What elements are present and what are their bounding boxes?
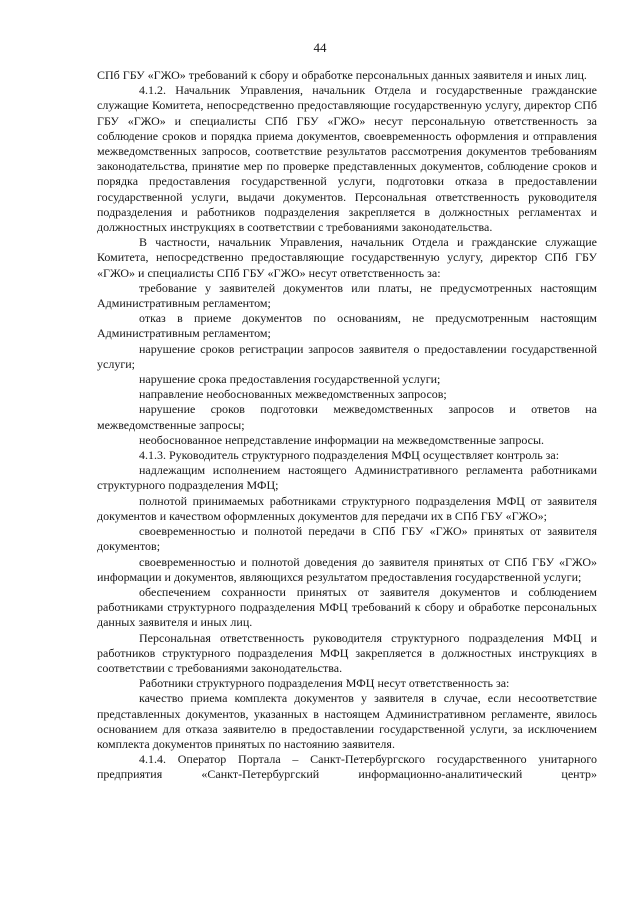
paragraph: 4.1.4. Оператор Портала – Санкт-Петербургского государственного унитарного предприятия «Санкт-Петербургский информационно-аналитический центр» — [97, 752, 597, 782]
paragraph: своевременностью и полнотой доведения до заявителя принятых от СПб ГБУ «ГЖО» информации и документов, являющихся результатом предоставления государственной услуги; — [97, 554, 597, 584]
paragraph: своевременностью и полнотой передачи в СПб ГБУ «ГЖО» принятых от заявителя документов; — [97, 524, 597, 554]
paragraph: отказ в приеме документов по основаниям, не предусмотренным настоящим Административным регламентом; — [97, 311, 597, 341]
paragraph: нарушение сроков подготовки межведомственных запросов и ответов на межведомственные запросы; — [97, 402, 597, 432]
paragraph: Работники структурного подразделения МФЦ несут ответственность за: — [139, 676, 510, 691]
paragraph: обеспечением сохранности принятых от заявителя документов и соблюдением работниками структурного подразделения МФЦ требований к сбору и обработке персональных данных заявителя и иных лиц. — [97, 584, 597, 630]
paragraph: Персональная ответственность руководителя структурного подразделения МФЦ и работников структурного подразделения МФЦ закрепляется в должностных инструкциях в соответствии с требованиями законодательства. — [97, 630, 597, 675]
paragraph: нарушение сроков регистрации запросов заявителя о предоставлении государственной услуги; — [97, 341, 597, 371]
paragraph: 4.1.3. Руководитель структурного подразделения МФЦ осуществляет контроль за: — [139, 448, 560, 463]
paragraph: СПб ГБУ «ГЖО» требований к сбору и обработке персональных данных заявителя и иных лиц. — [97, 68, 587, 82]
paragraph: надлежащим исполнением настоящего Административного регламента работниками структурного подразделения МФЦ; — [97, 463, 597, 493]
page-number: 44 — [313, 40, 327, 55]
document-body — [97, 68, 597, 783]
paragraph: качество приема комплекта документов у заявителя в случае, если несоответствие представленных документов, указанных в настоящем Административном регламенте, явилось основанием для отказа заявителю в предоставлении государственной услуги, за исключением комплекта документов принятых по настоянию заявителя. — [97, 691, 597, 751]
paragraph: полнотой принимаемых работниками структурного подразделения МФЦ от заявителя документов и качеством оформленных документов для передачи их в СПб ГБУ «ГЖО»; — [97, 493, 597, 523]
paragraph: нарушение срока предоставления государственной услуги; — [139, 372, 441, 387]
paragraph: направление необоснованных межведомственных запросов; — [139, 387, 447, 402]
paragraph: требование у заявителей документов или платы, не предусмотренных настоящим Административным регламентом; — [97, 280, 597, 311]
paragraph: необоснованное непредставление информации на межведомственные запросы. — [139, 432, 545, 447]
paragraph: В частности, начальник Управления, начальник Отдела и гражданские служащие Комитета, непосредственно предоставляющие государственную услугу, директор СПб ГБУ «ГЖО» и специалисты СПб ГБУ «ГЖО» несут ответственность за: — [97, 235, 597, 280]
paragraph: 4.1.2. Начальник Управления, начальник Отдела и государственные гражданские служащие Комитета, непосредственно предоставляющие государственную услугу, директор СПб ГБУ «ГЖО» и специалисты СПб ГБУ «ГЖО» несут персональную ответственность за соблюдение сроков и порядка приема документов, своевременность оформления и отправления межведомственных запросов, соответствие результатов рассмотрения документов требованиям законодательства, принятие мер по проверке представленных документов, соблюдение сроков и порядка предоставления государственной услуги, подготовки отказа в предоставлении государственной услуги, выдачи документов. Персональная ответственность руководителя подразделения и работников подразделения закрепляется в должностных регламентах и должностных инструкциях в соответствии с требованиями законодательства. — [97, 83, 597, 235]
